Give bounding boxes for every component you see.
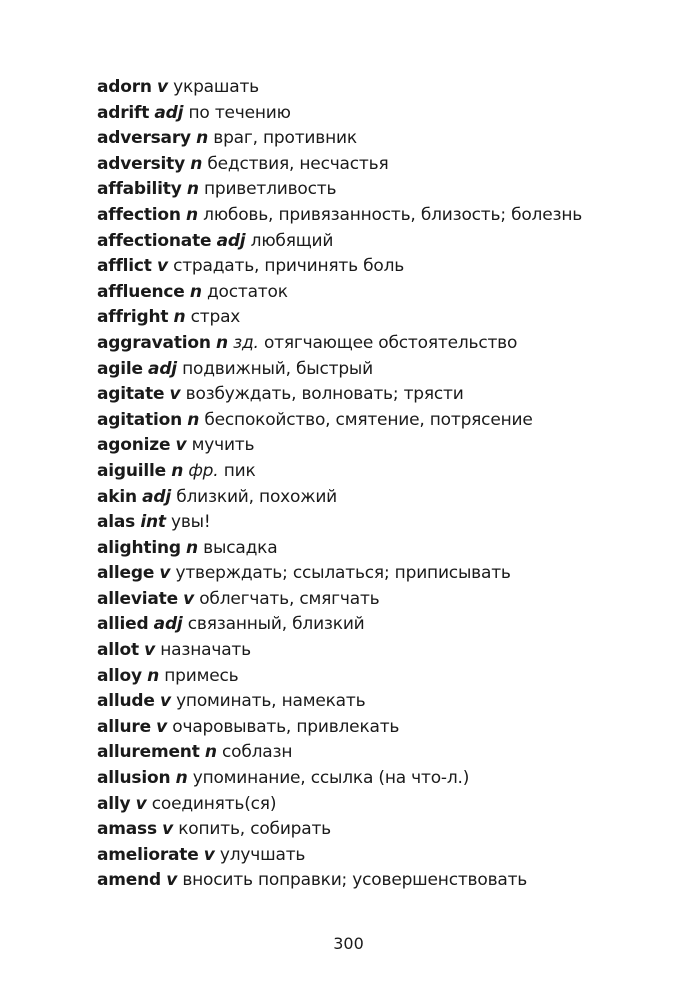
entry-part-of-speech: n — [186, 204, 198, 225]
entry-translation: близкий, похожий — [176, 486, 338, 507]
entry-translation: увы! — [171, 512, 211, 533]
entry-part-of-speech: n — [204, 742, 217, 763]
glossary-entry — [97, 510, 677, 536]
glossary-list — [97, 75, 677, 894]
entry-translation: соблазн — [221, 742, 293, 763]
entry-word: amend — [97, 870, 161, 891]
entry-word: agitation — [97, 409, 183, 430]
entry-word: allege — [97, 563, 155, 584]
entry-part-of-speech: n — [215, 332, 228, 353]
entry-translation: назначать — [160, 640, 251, 661]
glossary-entry — [97, 433, 677, 459]
entry-part-of-speech: n — [186, 179, 199, 200]
entry-translation: очаровывать, привлекать — [172, 716, 400, 737]
entry-translation: улучшать — [219, 844, 306, 865]
glossary-entry — [97, 638, 677, 664]
entry-part-of-speech: v — [159, 691, 171, 712]
entry-part-of-speech: v — [162, 819, 174, 840]
entry-translation: соединять(ся) — [151, 793, 277, 814]
entry-translation: враг, противник — [213, 128, 357, 149]
glossary-entry — [97, 408, 677, 434]
entry-part-of-speech: n — [189, 281, 202, 302]
entry-word: afflict — [97, 256, 152, 277]
entry-translation: любовь, привязанность, близость; болезнь — [203, 204, 583, 225]
glossary-entry — [97, 75, 677, 101]
entry-word: affection — [97, 204, 181, 225]
entry-word: aggravation — [97, 332, 211, 353]
entry-translation: страх — [190, 307, 241, 328]
glossary-entry — [97, 305, 677, 331]
entry-word: adversary — [97, 128, 191, 149]
entry-translation: упоминание, ссылка (на что-л.) — [192, 768, 470, 789]
entry-word: allied — [97, 614, 149, 635]
entry-word: aiguille — [97, 460, 166, 481]
entry-translation: связанный, близкий — [187, 614, 365, 635]
entry-part-of-speech: adj — [154, 102, 184, 123]
entry-usage-note: зд. — [233, 332, 259, 353]
entry-word: adrift — [97, 102, 150, 123]
glossary-entry — [97, 715, 677, 741]
entry-word: allude — [97, 691, 155, 712]
entry-part-of-speech: adj — [153, 614, 183, 635]
entry-part-of-speech: adj — [216, 230, 246, 251]
glossary-entry — [97, 459, 677, 485]
glossary-entry — [97, 868, 677, 894]
glossary-entry — [97, 254, 677, 280]
entry-part-of-speech: n — [190, 153, 203, 174]
entry-word: ameliorate — [97, 844, 199, 865]
entry-translation: беспокойство, смятение, потрясение — [204, 409, 533, 430]
glossary-entry — [97, 101, 677, 127]
entry-part-of-speech: v — [156, 256, 168, 277]
entry-word: allure — [97, 716, 151, 737]
entry-part-of-speech: v — [159, 563, 171, 584]
entry-usage-note: фр. — [188, 460, 219, 481]
entry-word: agonize — [97, 435, 171, 456]
entry-word: affectionate — [97, 230, 212, 251]
entry-part-of-speech: n — [173, 307, 186, 328]
entry-part-of-speech: v — [169, 384, 181, 405]
entry-translation: облегчать, смягчать — [199, 588, 380, 609]
glossary-entry — [97, 817, 677, 843]
glossary-entry — [97, 280, 677, 306]
entry-word: adversity — [97, 153, 185, 174]
entry-part-of-speech: v — [144, 640, 156, 661]
entry-translation: упоминать, намекать — [176, 691, 366, 712]
entry-word: affluence — [97, 281, 185, 302]
entry-translation: вносить поправки; усовершенствовать — [182, 870, 528, 891]
entry-part-of-speech: v — [175, 435, 187, 456]
glossary-entry — [97, 382, 677, 408]
entry-part-of-speech: n — [171, 460, 184, 481]
entry-word: allot — [97, 640, 139, 661]
entry-part-of-speech: n — [175, 768, 188, 789]
entry-translation: подвижный, быстрый — [182, 358, 374, 379]
entry-word: agile — [97, 358, 143, 379]
glossary-entry — [97, 612, 677, 638]
glossary-entry — [97, 740, 677, 766]
entry-part-of-speech: n — [196, 128, 209, 149]
entry-word: ally — [97, 793, 131, 814]
entry-word: alloy — [97, 665, 142, 686]
entry-translation: примесь — [164, 665, 239, 686]
entry-word: alleviate — [97, 588, 178, 609]
entry-translation: высадка — [203, 537, 278, 558]
entry-part-of-speech: v — [157, 77, 168, 97]
glossary-entry — [97, 766, 677, 792]
entry-part-of-speech: adj — [148, 358, 177, 379]
glossary-entry — [97, 177, 677, 203]
glossary-entry — [97, 152, 677, 178]
entry-word: allurement — [97, 742, 200, 763]
entry-translation: возбуждать, волновать; трясти — [185, 384, 464, 405]
entry-part-of-speech: v — [156, 716, 168, 737]
entry-word: affability — [97, 179, 182, 200]
glossary-entry — [97, 331, 677, 357]
entry-translation: утверждать; ссылаться; приписывать — [175, 563, 511, 584]
glossary-entry — [97, 561, 677, 587]
glossary-entry — [97, 536, 677, 562]
entry-part-of-speech: adj — [142, 486, 172, 507]
page-number: 300 — [333, 934, 364, 953]
entry-word: akin — [97, 486, 137, 507]
entry-translation: отягчающее обстоятельство — [263, 332, 518, 353]
glossary-entry — [97, 792, 677, 818]
entry-part-of-speech: n — [147, 665, 160, 686]
entry-part-of-speech: v — [203, 844, 215, 865]
glossary-entry — [97, 203, 677, 229]
entry-word: allusion — [97, 768, 171, 789]
glossary-entry — [97, 587, 677, 613]
glossary-entry — [97, 485, 677, 511]
glossary-entry — [97, 126, 677, 152]
glossary-entry — [97, 843, 677, 869]
entry-part-of-speech: v — [183, 588, 195, 609]
glossary-entry — [97, 357, 677, 383]
entry-word: affright — [97, 307, 169, 328]
entry-translation: украшать — [173, 77, 259, 97]
entry-translation: любящий — [250, 230, 334, 251]
entry-word: alas — [97, 512, 136, 533]
entry-part-of-speech: v — [135, 793, 147, 814]
glossary-entry — [97, 689, 677, 715]
entry-word: alighting — [97, 537, 181, 558]
entry-translation: мучить — [191, 435, 255, 456]
entry-word: amass — [97, 819, 157, 840]
entry-part-of-speech: v — [166, 870, 178, 891]
entry-word: adorn — [97, 77, 152, 97]
entry-word: agitate — [97, 384, 165, 405]
entry-translation: бедствия, несчастья — [207, 153, 389, 174]
entry-translation: копить, собирать — [178, 819, 332, 840]
entry-part-of-speech: int — [140, 512, 166, 533]
entry-translation: достаток — [206, 281, 288, 302]
entry-translation: по течению — [188, 102, 291, 123]
entry-part-of-speech: n — [187, 409, 200, 430]
entry-translation: приветливость — [203, 179, 337, 200]
entry-translation: пик — [223, 460, 256, 481]
entry-translation: страдать, причинять боль — [173, 256, 405, 277]
entry-part-of-speech: n — [186, 537, 198, 558]
glossary-entry — [97, 229, 677, 255]
glossary-entry — [97, 664, 677, 690]
